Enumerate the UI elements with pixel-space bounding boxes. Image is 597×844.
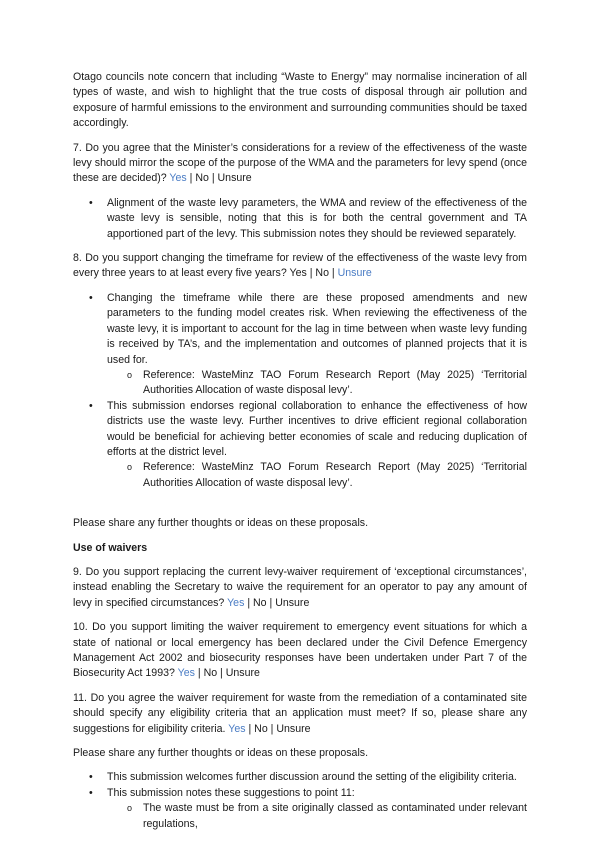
section-heading-use-of-waivers: Use of waivers	[73, 541, 148, 554]
list-item	[73, 786, 527, 832]
question-11-text: 11. Do you agree the waiver requirement for waste from the remediation of a contaminated site should specify any eligibility criteria that an application must meet? If so, please share any suggestions for eligibility criteria.	[73, 691, 527, 735]
question-8-text: 8. Do you support changing the timeframe for review of the effectiveness of the waste levy from every three years to at least every five years?	[73, 252, 527, 280]
question-10-text: 10. Do you support limiting the waiver requirement to emergency event situations for which a state of national or local emergency has been declared under the Civil Defence Emergency Management Act 2002 and biosecurity responses have been undertaken under Part 7 of the Biosecurity Act 1993?	[73, 621, 527, 680]
sub-list	[107, 801, 527, 832]
question-8-option-yes: Yes	[289, 267, 307, 280]
list-item	[73, 291, 527, 399]
question-7-option-unsure: Unsure	[217, 172, 252, 185]
question-8-answer-unsure: Unsure	[337, 267, 372, 280]
question-7	[73, 141, 527, 187]
intro-paragraph: Otago councils note concern that including “Waste to Energy” may normalise incineration of all types of waste, and wish to highlight that the true costs of disposal through air pollution and exposure of harmful emissions to the environment and surrounding communities should be taxed accordingly.	[73, 71, 528, 130]
question-10-options: | No | Unsure	[194, 667, 260, 680]
sub-list	[107, 460, 527, 491]
spacer	[73, 500, 527, 516]
sub-list-item: o Reference: WasteMinz TAO Forum Research Report (May 2025) ‘Territorial Authorities Allocation of waste disposal levy’.	[107, 368, 527, 399]
list-item: • This submission welcomes further discussion around the setting of the eligibility criteria.	[73, 770, 527, 785]
question-10	[73, 620, 527, 682]
question-10-answer-yes: Yes	[177, 667, 195, 680]
list-item-text: • Changing the timeframe while there are these proposed amendments and new parameters to the funding model creates risk. When reviewing the effectiveness of the waste levy, it is important to account for the lag in time between when waste levy funding is received by TA’s, and the implementation and outcomes of planned projects that it is used for.	[107, 291, 527, 366]
question-11-bullets	[73, 770, 527, 832]
share-thoughts-prompt: Please share any further thoughts or ideas on these proposals.	[73, 747, 369, 760]
question-9-options: | No | Unsure	[244, 596, 310, 609]
question-11-options: | No | Unsure	[245, 722, 311, 735]
sub-list	[107, 368, 527, 399]
question-8	[73, 251, 527, 282]
sub-list-item: o The waste must be from a site originally classed as contaminated under relevant regulations,	[107, 801, 527, 832]
question-9-text: 9. Do you support replacing the current levy-waiver requirement of ‘exceptional circumstances’, instead enabling the Secretary to waive the requirement for an operator to pay any amount of levy in specified circumstances?	[73, 565, 527, 609]
question-8-separator: | No |	[306, 267, 338, 280]
list-item: • Alignment of the waste levy parameters, the WMA and review of the effectiveness of the waste levy is sensible, noting that this is for both the central government and TA apportioned part of the levy. This submission notes they should be reviewed separately.	[73, 196, 527, 242]
question-8-bullets	[73, 291, 527, 491]
question-7-separator: | No |	[186, 172, 218, 185]
sub-list-item: o Reference: WasteMinz TAO Forum Research Report (May 2025) ‘Territorial Authorities Allocation of waste disposal levy’.	[107, 460, 527, 491]
share-thoughts-prompt: Please share any further thoughts or ideas on these proposals.	[73, 517, 369, 530]
question-11	[73, 691, 527, 737]
question-9-answer-yes: Yes	[227, 596, 245, 609]
list-item-text: • This submission notes these suggestions to point 11:	[107, 786, 355, 799]
list-item-text: • This submission endorses regional collaboration to enhance the effectiveness of how districts use the waste levy. Further incentives to drive efficient regional collaboration would be beneficial for achieving better economies of scale and reducing duplication of efforts at the district level.	[107, 399, 527, 458]
list-item	[73, 399, 527, 491]
question-9	[73, 565, 527, 611]
question-11-answer-yes: Yes	[228, 722, 246, 735]
question-7-bullets	[73, 196, 527, 242]
question-7-text: 7. Do you agree that the Minister’s considerations for a review of the effectiveness of the waste levy should mirror the scope of the purpose of the WMA and the parameters for levy spend (once these are decided)?	[73, 141, 527, 185]
question-7-answer-yes: Yes	[169, 172, 187, 185]
